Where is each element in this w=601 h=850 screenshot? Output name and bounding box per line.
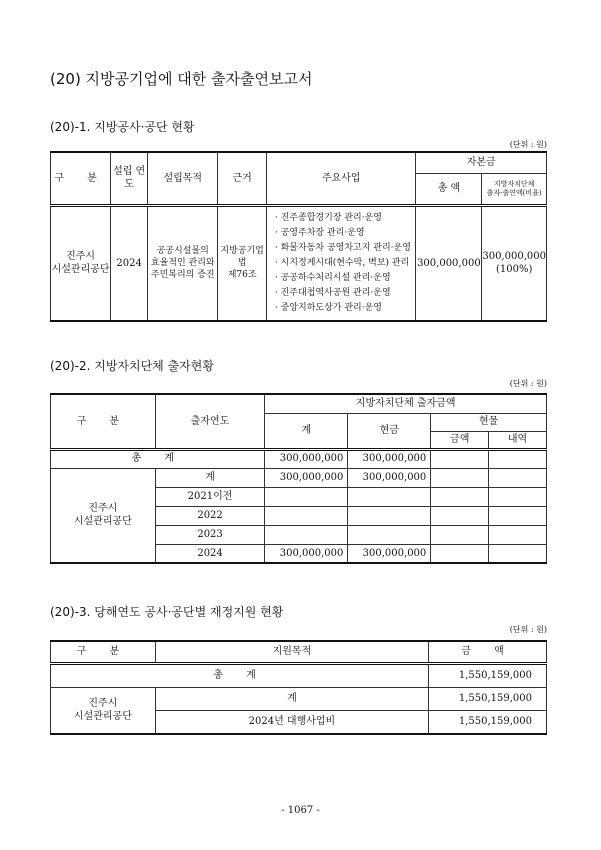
cell-in-kind-amount (431, 468, 489, 487)
header-invest-year: 출자연도 (155, 394, 265, 449)
company-name: 진주시 시설관리공단 (51, 205, 111, 321)
cell-sum (265, 525, 348, 544)
cell-in-kind-detail (489, 506, 547, 525)
local-contribution: 300,000,000 (100%) (482, 205, 547, 321)
cell-sum (265, 487, 348, 506)
cell-amount: 1,550,159,000 (429, 710, 547, 734)
legal-basis: 지방공기업법 제76조 (218, 205, 267, 321)
cell-in-kind-detail (489, 525, 547, 544)
cell-in-kind-detail (489, 487, 547, 506)
cell-year: 계 (155, 468, 265, 487)
table-row (51, 449, 547, 468)
cell-cash (348, 506, 431, 525)
cell-amount: 1,550,159,000 (429, 663, 547, 687)
main-business-list (266, 205, 416, 321)
established-year: 2024 (111, 205, 148, 321)
header-invest-amount: 지방자치단체 출자금액 (265, 394, 547, 413)
section-2-title: (20)-2. 지방자치단체 출자현황 (50, 359, 214, 373)
header-gubun: 구 분 (51, 152, 111, 205)
investment-status-table (50, 393, 547, 564)
list-item: · 진주종합경기장 관리·운영 (274, 212, 382, 223)
cell-in-kind-detail (489, 468, 547, 487)
header-basis: 근거 (218, 152, 267, 205)
section-3-unit: (단위 : 원) (509, 625, 547, 634)
cell-year: 2024 (155, 544, 265, 563)
cell-support-purpose: 2024년 대행사업비 (155, 710, 428, 734)
header-amount: 금 액 (429, 641, 547, 663)
cell-sum: 300,000,000 (265, 544, 348, 563)
section-3-title: (20)-3. 당해연도 공사·공단별 재정지원 현황 (50, 605, 284, 619)
table-row (51, 468, 547, 487)
cell-in-kind-amount (431, 506, 489, 525)
page-title: (20) 지방공기업에 대한 출자출연보고서 (50, 70, 313, 88)
establishment-purpose: 공공시설물의 효율적인 관리와 주민복리의 증진 (148, 205, 218, 321)
cell-cash (348, 525, 431, 544)
header-gubun: 구 분 (51, 641, 156, 663)
cell-support-purpose: 계 (155, 687, 428, 710)
cell-in-kind-amount (431, 544, 489, 563)
list-item: · 중앙지하도상가 관리·운영 (274, 302, 382, 313)
cell-in-kind-detail (489, 449, 547, 468)
section-1-title: (20)-1. 지방공사·공단 현황 (50, 120, 195, 134)
header-support-purpose: 지원목적 (155, 641, 428, 663)
header-in-kind: 현물 (431, 413, 547, 431)
cell-year: 2021이전 (155, 487, 265, 506)
cell-in-kind-amount (431, 487, 489, 506)
financial-support-table (50, 640, 547, 735)
grand-total-label: 총 계 (51, 449, 265, 468)
header-in-kind-detail: 내역 (489, 431, 547, 449)
grand-total-label: 총 계 (51, 663, 429, 687)
list-item: · 진주대첩역사공원 관리·운영 (274, 287, 391, 298)
header-capital: 자본금 (416, 152, 547, 173)
header-cash: 현금 (348, 413, 431, 449)
header-gubun: 구 분 (51, 394, 156, 449)
table-row (51, 687, 547, 710)
list-item: · 공공하수처리시설 관리·운영 (274, 272, 391, 283)
company-status-table (50, 151, 547, 322)
header-year: 설립 연도 (111, 152, 148, 205)
page-number: - 1067 - (281, 805, 320, 816)
cell-sum (265, 506, 348, 525)
cell-cash (348, 487, 431, 506)
list-item: · 화물자동차 공영차고지 관리·운영 (274, 242, 411, 253)
header-total: 총 액 (416, 173, 482, 205)
cell-cash: 300,000,000 (348, 544, 431, 563)
cell-cash: 300,000,000 (348, 449, 431, 468)
cell-amount: 1,550,159,000 (429, 687, 547, 710)
header-sum: 계 (265, 413, 348, 449)
section-2-unit: (단위 : 원) (509, 379, 547, 388)
list-item: · 공영주차장 관리·운영 (274, 227, 365, 238)
header-business: 주요사업 (266, 152, 416, 205)
header-in-kind-amount: 금액 (431, 431, 489, 449)
header-local-contribution: 지방자치단체 출자·출연액(비율) (482, 173, 547, 205)
company-name: 진주시 시설관리공단 (51, 468, 156, 563)
table-row (51, 663, 547, 687)
cell-cash: 300,000,000 (348, 468, 431, 487)
cell-in-kind-amount (431, 525, 489, 544)
cell-in-kind-detail (489, 544, 547, 563)
cell-in-kind-amount (431, 449, 489, 468)
capital-total: 300,000,000 (416, 205, 482, 321)
list-item: · 시지정게시대(현수막, 벽보) 관리 (274, 257, 410, 268)
section-1-unit: (단위 : 원) (509, 140, 547, 149)
company-name: 진주시 시설관리공단 (51, 687, 156, 734)
cell-year: 2022 (155, 506, 265, 525)
header-purpose: 설립목적 (148, 152, 218, 205)
cell-year: 2023 (155, 525, 265, 544)
cell-sum: 300,000,000 (265, 449, 348, 468)
cell-sum: 300,000,000 (265, 468, 348, 487)
